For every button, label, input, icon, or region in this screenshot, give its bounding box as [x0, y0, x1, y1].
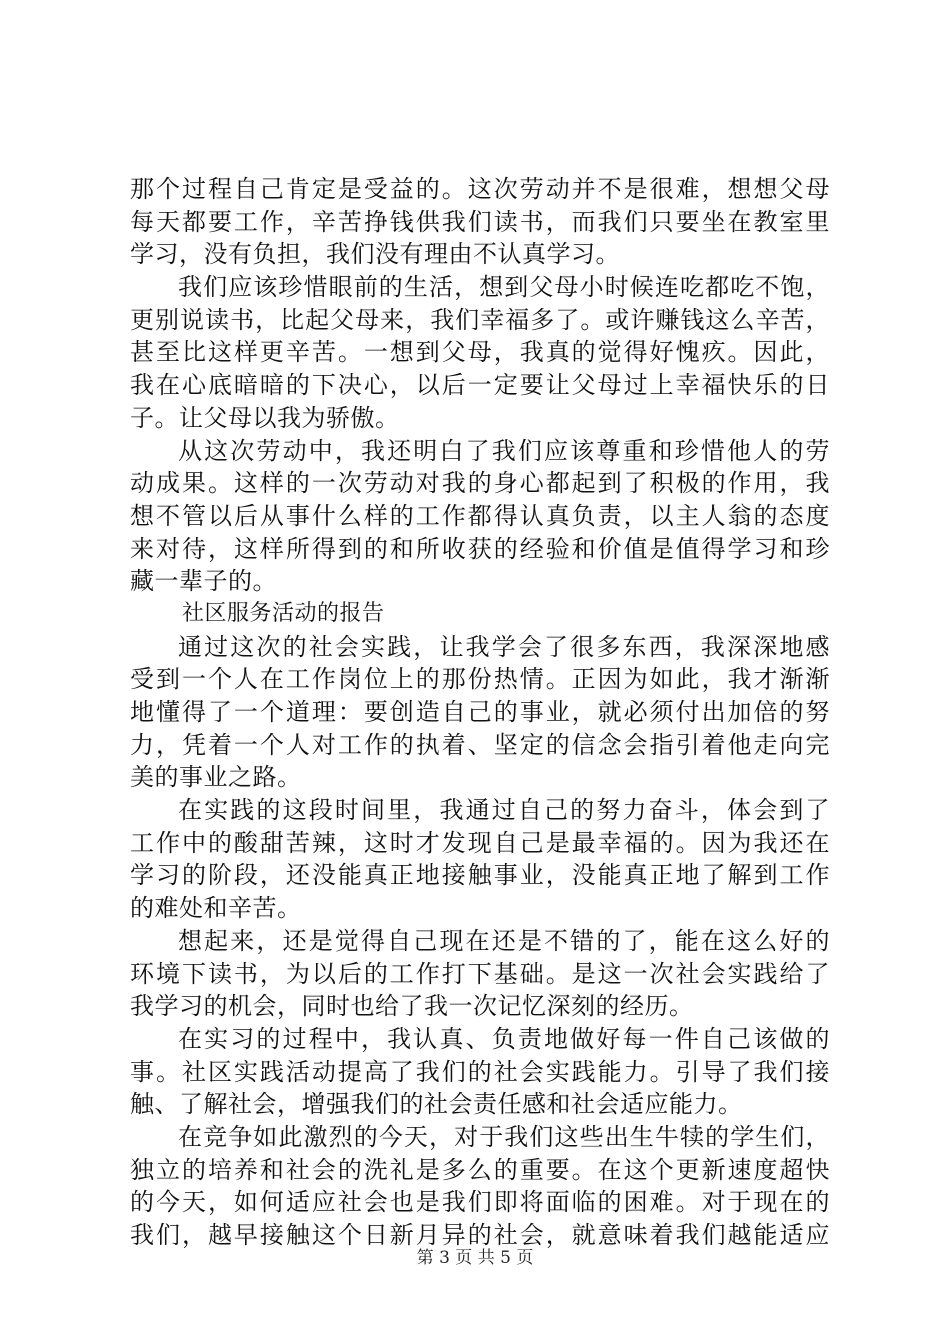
text-line: 子。让父母以我为骄傲。: [130, 403, 400, 432]
text-line: 更别说读书，比起父母来，我们幸福多了。或许赚钱这么辛苦，: [130, 305, 830, 334]
text-line: 藏一辈子的。: [130, 567, 277, 596]
text-line: 学习的阶段，还没能真正地接触事业，没能真正地了解到工作: [130, 861, 830, 890]
text-line: 环境下读书，为以后的工作打下基础。是这一次社会实践给了: [130, 959, 830, 988]
text-line: 受到一个人在工作岗位上的那份热情。正因为如此，我才渐渐: [130, 665, 830, 694]
text-line: 想不管以后从事什么样的工作都得认真负责，以主人翁的态度: [130, 501, 830, 530]
text-line: 在实践的这段时间里，我通过自己的努力奋斗，体会到了: [178, 796, 830, 825]
text-line: 的今天，如何适应社会也是我们即将面临的困难。对于现在的: [130, 1188, 830, 1217]
text-line: 工作中的酸甜苦辣，这时才发现自己是最幸福的。因为我还在: [130, 828, 830, 857]
text-line: 地懂得了一个道理：要创造自己的事业，就必须付出加倍的努: [130, 698, 830, 726]
text-line: 事。社区实践活动提高了我们的社会实践能力。引导了我们接: [130, 1057, 830, 1086]
text-line: 动成果。这样的一次劳动对我的身心都起到了积极的作用，我: [130, 469, 830, 498]
text-line: 独立的培养和社会的洗礼是多么的重要。在这个更新速度超快: [130, 1155, 830, 1184]
text-line: 力，凭着一个人对工作的执着、坚定的信念会指引着他走向完: [130, 730, 830, 759]
text-line: 我在心底暗暗的下决心，以后一定要让父母过上幸福快乐的日: [130, 371, 830, 400]
text-line: 每天都要工作，辛苦挣钱供我们读书，而我们只要坐在教室里: [130, 207, 830, 236]
text-line: 美的事业之路。: [130, 763, 302, 792]
text-line: 在实习的过程中，我认真、负责地做好每一件自己该做的: [178, 1024, 830, 1053]
text-line: 在竞争如此激烈的今天，对于我们这些出生牛犊的学生们，: [178, 1122, 830, 1151]
text-line: 学习，没有负担，我们没有理由不认真学习。: [130, 240, 620, 269]
text-line: 触、了解社会，增强我们的社会责任感和社会适应能力。: [130, 1090, 743, 1119]
text-line: 想起来，还是觉得自己现在还是不错的了，能在这么好的: [178, 926, 830, 955]
text-line: 我们，越早接触这个日新月异的社会，就意味着我们越能适应: [130, 1221, 830, 1249]
text-line: 我们应该珍惜眼前的生活，想到父母小时候连吃都吃不饱，: [178, 273, 830, 302]
text-line: 甚至比这样更辛苦。一想到父母，我真的觉得好愧疚。因此，: [130, 338, 830, 367]
section-heading: 社区服务活动的报告: [182, 600, 385, 626]
text-line: 那个过程自己肯定是受益的。这次劳动并不是很难，想想父母: [130, 175, 830, 203]
page-footer: 第 3 页 共 5 页: [416, 1248, 534, 1268]
text-line: 通过这次的社会实践，让我学会了很多东西，我深深地感: [178, 632, 830, 661]
text-line: 从这次劳动中，我还明白了我们应该尊重和珍惜他人的劳: [178, 436, 830, 465]
text-line: 来对待，这样所得到的和所收获的经验和价值是值得学习和珍: [130, 534, 830, 563]
text-line: 我学习的机会，同时也给了我一次记忆深刻的经历。: [130, 992, 694, 1021]
document-body: [130, 173, 830, 1252]
text-line: 的难处和辛苦。: [130, 894, 302, 923]
